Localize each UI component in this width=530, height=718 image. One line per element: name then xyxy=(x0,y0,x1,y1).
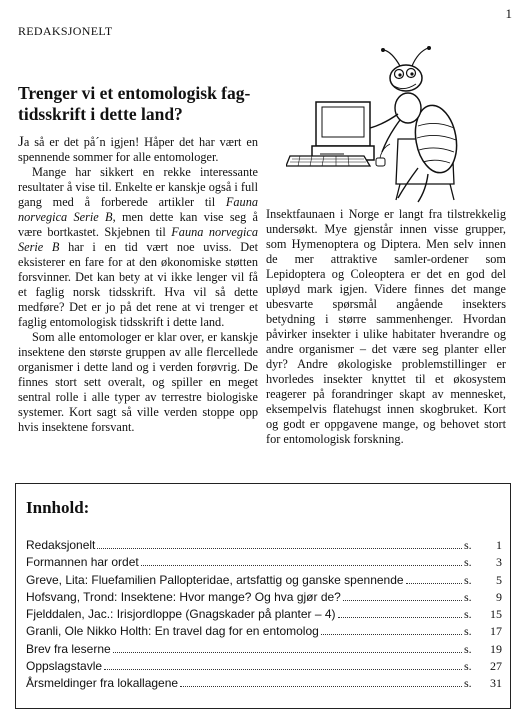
insect-at-computer-illustration xyxy=(286,44,486,204)
toc-page-prefix: s. xyxy=(464,624,472,639)
toc-page-number: 19 xyxy=(490,641,502,656)
toc-item-title: Årsmeldinger fra lokallagene xyxy=(26,676,179,691)
toc-page-number: 9 xyxy=(496,589,502,604)
page-number: 1 xyxy=(505,6,512,21)
journal-title: Fauna norvegica Serie B xyxy=(18,225,259,254)
toc-page-prefix: s. xyxy=(464,676,472,691)
toc-page-number: 5 xyxy=(496,572,502,587)
toc-item[interactable] xyxy=(26,676,502,693)
toc-page-prefix: s. xyxy=(464,659,472,674)
toc-item-title: Formannen har ordet xyxy=(26,555,139,570)
article-left-column xyxy=(18,135,258,435)
toc-page-prefix: s. xyxy=(464,607,472,622)
toc-item[interactable] xyxy=(26,555,502,572)
toc-page-number: 31 xyxy=(490,676,502,691)
toc-page-prefix: s. xyxy=(464,589,472,604)
toc-item[interactable] xyxy=(26,624,502,641)
journal-title: Fauna norvegica Serie B xyxy=(18,195,258,224)
toc-item-title: Brev fra leserne xyxy=(26,641,111,656)
body-text: , men dette kan vise seg å være bortkastet. Skjebnen til xyxy=(18,210,258,239)
toc-leader-dots xyxy=(141,565,462,566)
body-paragraph: Som alle entomologer er klar over, er kanskje insektene den største gruppen av alle flercellede organismer i dette land og i verden forøvrig. De finnes stort sett overalt, og spiller en meget sentral rolle i alle typer av terrestre biologiske systemer. Kort sagt så ville verden stoppe opp hvis insektene forsvant. xyxy=(18,330,258,434)
body-paragraph xyxy=(18,165,258,330)
toc-page-prefix: s. xyxy=(464,538,472,552)
intro-text: a så er det på´n igjen! Håper det har vært en spennende sommer for alle entomologer. xyxy=(18,135,258,164)
article-right-column xyxy=(266,207,506,447)
toc-page-number: 15 xyxy=(490,607,502,622)
toc-leader-dots xyxy=(406,583,462,584)
toc-page-number: 17 xyxy=(490,624,502,639)
toc-page-number: 1 xyxy=(496,538,502,552)
toc-item[interactable] xyxy=(26,538,502,555)
toc-leader-dots xyxy=(321,634,462,635)
article-headline: Trenger vi et entomologisk fag-tidsskrift i dette land? xyxy=(18,83,251,124)
toc-page-prefix: s. xyxy=(464,641,472,656)
table-of-contents xyxy=(15,483,511,709)
toc-leader-dots xyxy=(343,600,462,601)
toc-item[interactable] xyxy=(26,607,502,624)
body-text: har i en tid vært noe uviss. Det eksisterer en fare for at den økonomiske støtten forsvinner. Det kan bety at vi ikke lenger vil få et faglig norsk tidsskrift. Hva vil så dette medføre? Det er jo på det rene at vi trenger et faglig entomologisk tidsskrift i dette land. xyxy=(18,240,258,329)
toc-title: Innhold: xyxy=(26,498,90,517)
body-paragraph: Insektfaunaen i Norge er langt fra tilstrekkelig undersøkt. Mye gjenstår innen visse grupper, som Hymenoptera og Diptera. Men selv innen de mer attraktive samler-ordener som Lepidoptera og Coleoptera er det en god del upløyd mark igjen. Videre finnes det mange ubesvarte spørsmål angående insekters betydning i større sammenhenger. Hvordan påvirker insekter i ulike habitater hverandre og andre organismer – det være seg planter eller dyr? Andre økologiske problemstillinger er hvorledes insekter knyttet til et økosystem reagerer på forandringer skapt av mennesket, eksempelvis flatehugst innen skogbruket. Kort og godt er oppgavene mange, og behovet stort for entomologisk forskning. xyxy=(266,207,506,446)
body-text: Mange har sikkert en rekke interessante resultater å vise til. Enkelte er kanskje også i full gang med å forberede artikler til xyxy=(18,165,258,209)
toc-leader-dots xyxy=(104,669,462,670)
toc-page-prefix: s. xyxy=(464,572,472,587)
toc-list xyxy=(26,538,502,694)
drop-initial: J xyxy=(18,134,24,150)
toc-item-title: Hofsvang, Trond: Insektene: Hvor mange? Og hva gjør de? xyxy=(26,589,341,604)
toc-item-title: Fjelddalen, Jac.: Irisjordloppe (Gnagskader på planter – 4) xyxy=(26,607,336,622)
toc-page-number: 27 xyxy=(490,659,502,674)
intro-paragraph xyxy=(18,135,258,165)
toc-leader-dots xyxy=(113,652,462,653)
toc-leader-dots xyxy=(338,617,462,618)
toc-item[interactable] xyxy=(26,590,502,607)
toc-leader-dots xyxy=(97,548,462,549)
toc-item[interactable] xyxy=(26,573,502,590)
toc-item-title: Oppslagstavle xyxy=(26,659,103,674)
toc-page-number: 3 xyxy=(496,555,502,570)
toc-item[interactable] xyxy=(26,659,502,676)
section-label: REDAKSJONELT xyxy=(18,24,113,38)
toc-item-title: Granli, Ole Nikko Holth: En travel dag for en entomolog xyxy=(26,624,319,639)
toc-page-prefix: s. xyxy=(464,555,472,570)
toc-item-title: Greve, Lita: Fluefamilien Pallopteridae, artsfattig og ganske spennende xyxy=(26,572,404,587)
toc-item[interactable] xyxy=(26,642,502,659)
toc-item-title: Redaksjonelt xyxy=(26,538,96,552)
toc-leader-dots xyxy=(180,686,462,687)
